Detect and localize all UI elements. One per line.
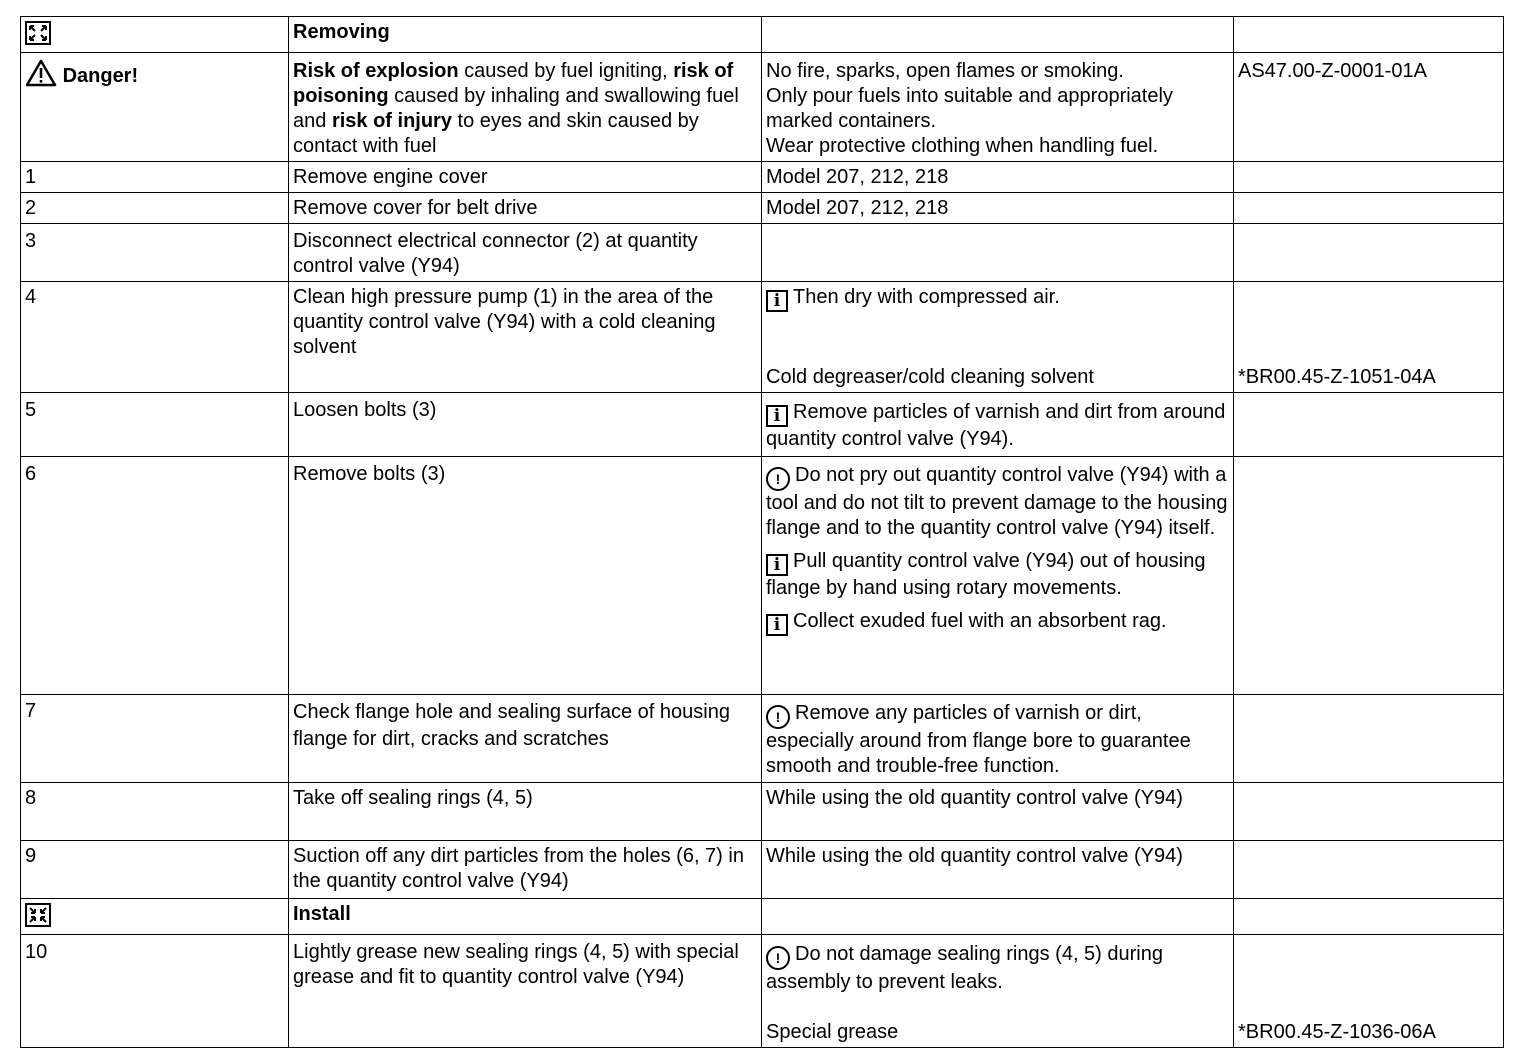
tool-reference: *BR00.45-Z-1036-06A xyxy=(1238,1021,1436,1043)
table-row xyxy=(21,695,1504,783)
step-text: Check flange hole and sealing surface of housing flange for dirt, cracks and scratches xyxy=(289,695,762,783)
caution-note: Remove any particles of varnish or dirt, especially around from flange bore to guarantee smooth and trouble-free function. xyxy=(766,702,1191,777)
section-icon-cell xyxy=(21,899,289,935)
info-icon: i xyxy=(766,290,788,312)
step-number: 5 xyxy=(21,393,289,457)
step-number: 8 xyxy=(21,783,289,841)
tool-name: Cold degreaser/cold cleaning solvent xyxy=(766,366,1094,388)
caution-note: Do not damage sealing rings (4, 5) during assembly to prevent leaks. xyxy=(766,943,1163,993)
step-number: 7 xyxy=(21,695,289,783)
step-number: 2 xyxy=(21,193,289,224)
step-number: 10 xyxy=(21,935,289,1048)
step-text: Take off sealing rings (4, 5) xyxy=(289,783,762,841)
step-text: Clean high pressure pump (1) in the area of the quantity control valve (Y94) with a cold cleaning solvent xyxy=(289,282,762,393)
caution-icon: ! xyxy=(766,705,790,729)
info-note: Collect exuded fuel with an absorbent rag. xyxy=(793,610,1167,632)
table-row xyxy=(21,393,1504,457)
info-note: Remove particles of varnish and dirt from around quantity control valve (Y94). xyxy=(766,401,1226,450)
step-text: Remove bolts (3) xyxy=(289,457,762,695)
step-note: Model 207, 212, 218 xyxy=(762,162,1234,193)
procedure-table xyxy=(20,16,1504,1048)
table-row xyxy=(21,282,1504,393)
work-step-icon xyxy=(25,21,51,45)
info-icon: i xyxy=(766,614,788,636)
section-row-removing xyxy=(21,17,1504,53)
table-row xyxy=(21,457,1504,695)
tool-name: Special grease xyxy=(766,1021,899,1043)
step-number: 4 xyxy=(21,282,289,393)
table-row xyxy=(21,783,1504,841)
caution-note: Do not pry out quantity control valve (Y94) with a tool and do not tilt to prevent damage to the housing flange and to the quantity control valve (Y94) itself. xyxy=(766,464,1228,539)
danger-label: Danger! xyxy=(62,65,139,87)
step-number: 3 xyxy=(21,224,289,282)
danger-measures: No fire, sparks, open flames or smoking. Only pour fuels into suitable and appropriately marked containers. Wear protective clothing when handling fuel. xyxy=(762,53,1234,162)
section-row-install xyxy=(21,899,1504,935)
section-title-install: Install xyxy=(289,899,762,935)
table-row xyxy=(21,841,1504,899)
table-row xyxy=(21,935,1504,1048)
caution-icon: ! xyxy=(766,467,790,491)
step-note: Model 207, 212, 218 xyxy=(762,193,1234,224)
table-row xyxy=(21,162,1504,193)
caution-icon: ! xyxy=(766,946,790,970)
step-text: Loosen bolts (3) xyxy=(289,393,762,457)
danger-description: Risk of explosion caused by fuel igniting, risk of poisoning caused by inhaling and swallowing fuel and risk of injury to eyes and skin caused by contact with fuel xyxy=(289,53,762,162)
step-text: Lightly grease new sealing rings (4, 5) with special grease and fit to quantity control valve (Y94) xyxy=(289,935,762,1048)
step-note: While using the old quantity control valve (Y94) xyxy=(762,841,1234,899)
danger-reference: AS47.00-Z-0001-01A xyxy=(1234,53,1504,162)
info-note: Pull quantity control valve (Y94) out of housing flange by hand using rotary movements. xyxy=(766,550,1206,599)
danger-row xyxy=(21,53,1504,162)
step-number: 1 xyxy=(21,162,289,193)
info-note: Then dry with compressed air. xyxy=(793,286,1060,308)
step-text: Remove cover for belt drive xyxy=(289,193,762,224)
work-step-icon xyxy=(25,903,51,927)
step-text: Remove engine cover xyxy=(289,162,762,193)
step-text: Suction off any dirt particles from the holes (6, 7) in the quantity control valve (Y94) xyxy=(289,841,762,899)
step-text: Disconnect electrical connector (2) at quantity control valve (Y94) xyxy=(289,224,762,282)
info-icon: i xyxy=(766,554,788,576)
section-title-removing: Removing xyxy=(289,17,762,53)
warning-triangle-icon xyxy=(25,59,57,87)
table-row xyxy=(21,224,1504,282)
info-icon: i xyxy=(766,405,788,427)
step-number: 6 xyxy=(21,457,289,695)
tool-reference: *BR00.45-Z-1051-04A xyxy=(1238,366,1436,388)
step-number: 9 xyxy=(21,841,289,899)
table-row xyxy=(21,193,1504,224)
step-note: While using the old quantity control valve (Y94) xyxy=(762,783,1234,841)
section-icon-cell xyxy=(21,17,289,53)
